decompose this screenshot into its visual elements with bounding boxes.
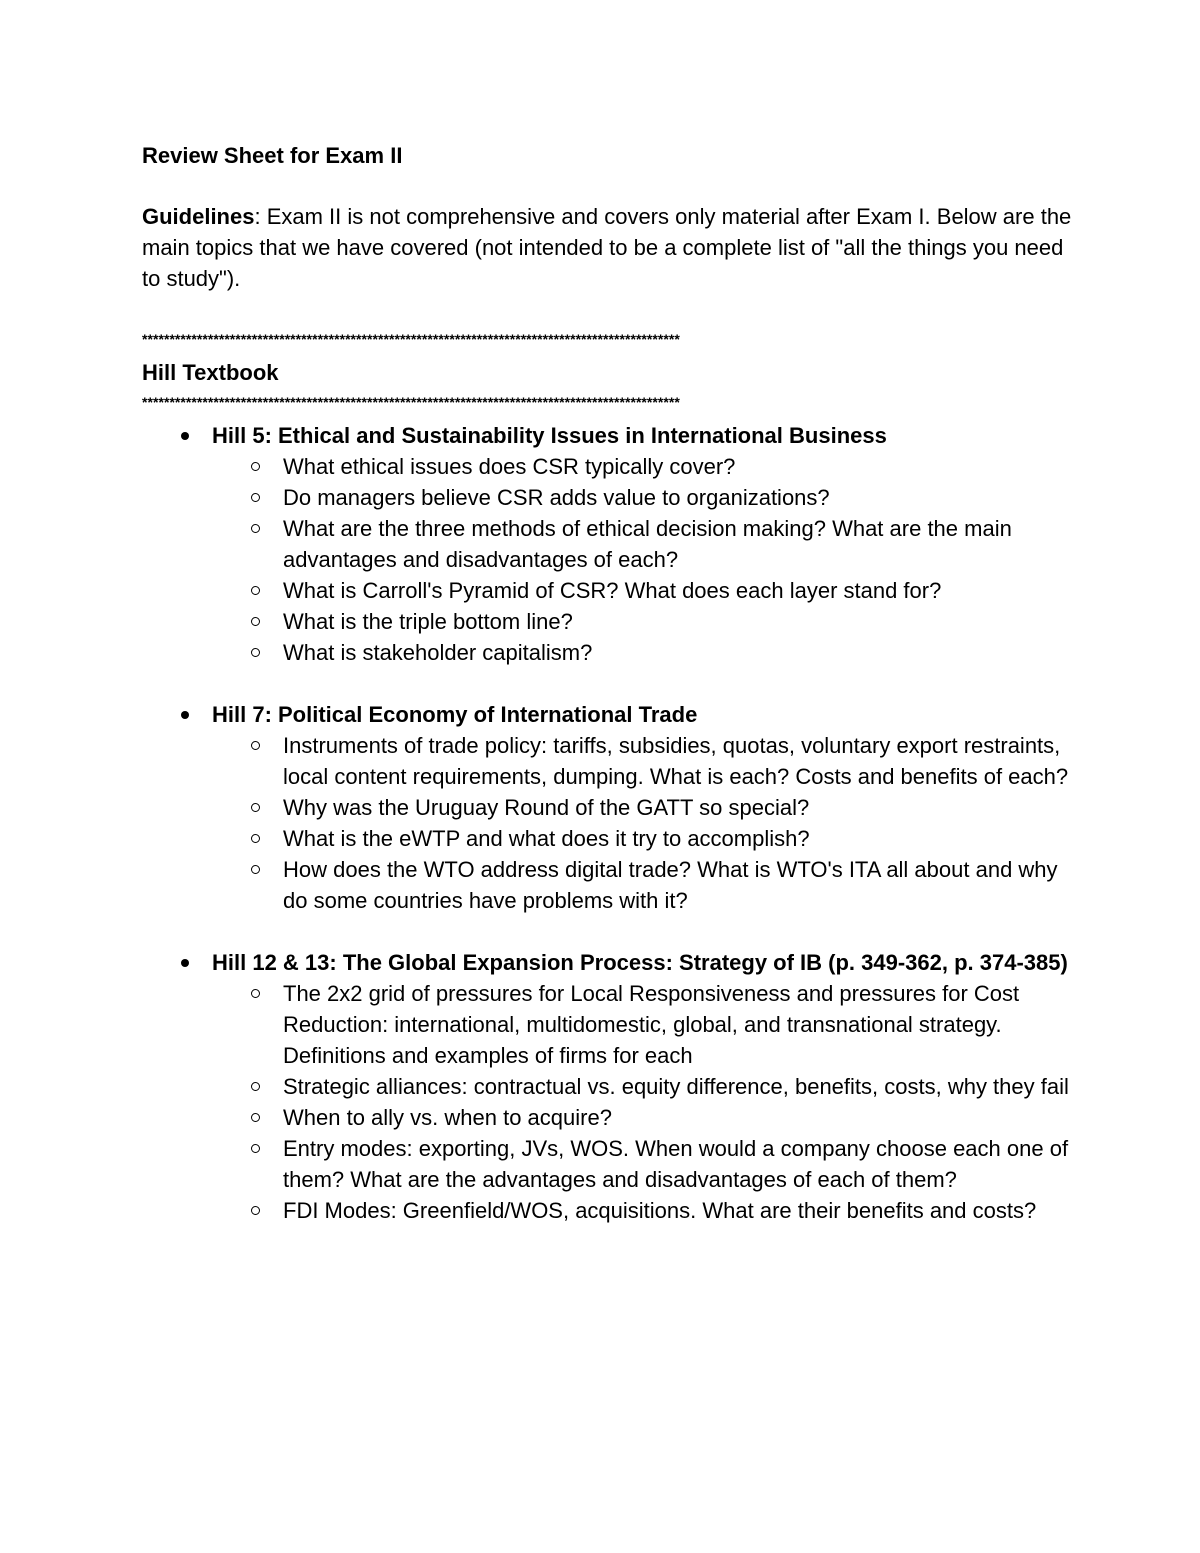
sub-topic-item [212,1133,1072,1195]
sub-topic-text: What ethical issues does CSR typically cover? [283,454,736,479]
sub-topic-text: How does the WTO address digital trade? What is WTO's ITA all about and why do some countries have problems with it? [283,857,1058,913]
sub-topic-item [212,1071,1072,1102]
sub-topic-item [212,1102,1072,1133]
sub-topic-item [212,823,1072,854]
bullet-circle-icon [251,617,260,626]
topic-item [142,699,1072,916]
sub-topic-item [212,1195,1072,1226]
sub-topic-text: What is stakeholder capitalism? [283,640,593,665]
bullet-dot-icon [181,711,189,719]
sub-topic-text: What is the triple bottom line? [283,609,573,634]
bullet-circle-icon [251,989,260,998]
bullet-dot-icon [181,959,189,967]
guidelines-text: : Exam II is not comprehensive and covers only material after Exam I. Below are the main topics that we have covered (not intended to be a complete list of "all the things you need to study"). [142,204,1072,291]
bullet-circle-icon [251,803,260,812]
sub-topic-list [212,451,1072,668]
bullet-circle-icon [251,865,260,874]
bullet-circle-icon [251,524,260,533]
sub-topic-item [212,482,1072,513]
bullet-circle-icon [251,462,260,471]
sub-topic-item [212,575,1072,606]
guidelines-paragraph [142,201,1072,294]
topic-list [142,420,1072,1257]
sub-topic-text: Why was the Uruguay Round of the GATT so special? [283,795,810,820]
sub-topic-item [212,792,1072,823]
bullet-circle-icon [251,648,260,657]
sub-topic-text: Instruments of trade policy: tariffs, subsidies, quotas, voluntary export restraints, local content requirements, dumping. What is each? Costs and benefits of each? [283,733,1069,789]
section-heading: Hill Textbook [142,360,279,385]
sub-topic-text: The 2x2 grid of pressures for Local Responsiveness and pressures for Cost Reduction: international, multidomestic, global, and transnational strategy. Definitions and examples of firms for each [283,981,1020,1068]
topic-item [142,420,1072,668]
sub-topic-text: What are the three methods of ethical decision making? What are the main advantages and disadvantages of each? [283,516,1012,572]
topic-heading: Hill 5: Ethical and Sustainability Issues in International Business [212,423,887,448]
bullet-circle-icon [251,1206,260,1215]
document-title: Review Sheet for Exam II [142,143,403,168]
sub-topic-list [212,978,1072,1226]
sub-topic-text: What is Carroll's Pyramid of CSR? What does each layer stand for? [283,578,942,603]
bullet-circle-icon [251,741,260,750]
sub-topic-item [212,978,1072,1071]
guidelines-label: Guidelines [142,204,255,229]
sub-topic-text: What is the eWTP and what does it try to accomplish? [283,826,810,851]
sub-topic-item [212,730,1072,792]
bullet-circle-icon [251,1082,260,1091]
sub-topic-text: Entry modes: exporting, JVs, WOS. When would a company choose each one of them? What are the advantages and disadvantages of each of them? [283,1136,1069,1192]
bullet-circle-icon [251,586,260,595]
sub-topic-item [212,513,1072,575]
bullet-circle-icon [251,493,260,502]
sub-topic-text: When to ally vs. when to acquire? [283,1105,612,1130]
sub-topic-text: Do managers believe CSR adds value to organizations? [283,485,830,510]
divider-top: ************************************************************************************************** [142,331,680,347]
bullet-circle-icon [251,834,260,843]
sub-topic-item [212,854,1072,916]
sub-topic-text: Strategic alliances: contractual vs. equity difference, benefits, costs, why they fail [283,1074,1069,1099]
sub-topic-list [212,730,1072,916]
topic-item [142,947,1072,1226]
sub-topic-item [212,637,1072,668]
bullet-dot-icon [181,432,189,440]
topic-heading: Hill 12 & 13: The Global Expansion Process: Strategy of IB (p. 349-362, p. 374-385) [212,950,1068,975]
bullet-circle-icon [251,1144,260,1153]
sub-topic-item [212,451,1072,482]
divider-bottom: ************************************************************************************************** [142,394,680,410]
bullet-circle-icon [251,1113,260,1122]
sub-topic-item [212,606,1072,637]
topic-heading: Hill 7: Political Economy of International Trade [212,702,698,727]
sub-topic-text: FDI Modes: Greenfield/WOS, acquisitions. What are their benefits and costs? [283,1198,1037,1223]
